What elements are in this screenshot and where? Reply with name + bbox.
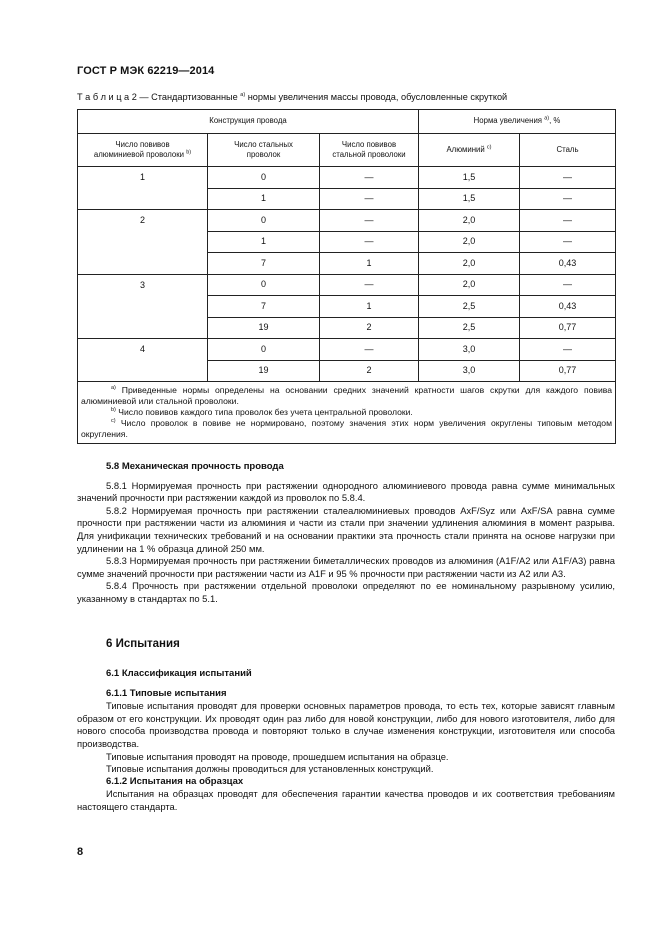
section-5-8 — [77, 461, 615, 606]
header-steel-layers-l1: Число повивов — [341, 139, 397, 149]
cell-steel-wires: 7 — [208, 253, 320, 275]
cell-steel-layers: 2 — [320, 317, 419, 339]
table-row — [78, 317, 616, 339]
table-row — [78, 274, 616, 296]
cell-steel-layers: 2 — [320, 360, 419, 382]
cell-al-layers — [78, 317, 208, 339]
cell-al-layers — [78, 360, 208, 382]
footnote-b-text: Число повивов каждого типа проволок без учета центральной проволоки. — [115, 407, 413, 417]
header-steel-wires-l2: проволок — [246, 150, 281, 159]
footnote-c-text: Число проволок в повиве не нормировано, поэтому значения этих норм увеличения округлены типовым методом округления. — [81, 418, 612, 439]
cell-al-layers: 3 — [78, 274, 208, 296]
cell-steel-layers: — — [320, 274, 419, 296]
cell-steel-wires: 0 — [208, 210, 320, 232]
para-5-8-1: 5.8.1 Нормируемая прочность при растяжении однородного алюминиевого провода равна сумме минимальных значений прочности при растяжении каждой из проволок по 5.8.4. — [77, 479, 615, 504]
cell-al-layers — [78, 231, 208, 253]
cell-aluminium: 1,5 — [419, 167, 520, 189]
para-6-1-1-c: Типовые испытания должны проводиться для установленных конструкций. — [106, 763, 434, 775]
header-steel: Сталь — [520, 134, 616, 167]
para-6-1-1-a: Типовые испытания проводят для проверки основных параметров провода, то есть тех, которые зависят главным образом от его конструкции. Их проводят один раз либо для новой конструкции, либо для нового изготовителя, либо для нового способа производства провода и повторяют только в случае изменения конструкции, изготовителя или способа производства. — [77, 700, 615, 749]
cell-steel: 0,77 — [520, 317, 616, 339]
cell-steel: — — [520, 188, 616, 210]
cell-steel-wires: 7 — [208, 296, 320, 318]
table-row — [78, 253, 616, 275]
cell-steel: 0,77 — [520, 360, 616, 382]
cell-steel-wires: 0 — [208, 167, 320, 189]
table-row — [78, 188, 616, 210]
cell-steel-layers: — — [320, 231, 419, 253]
cell-aluminium: 2,5 — [419, 317, 520, 339]
cell-steel-layers: 1 — [320, 253, 419, 275]
heading-6-1-1: 6.1.1 Типовые испытания — [106, 687, 227, 699]
para-6-1-2-a: Испытания на образцах проводят для обеспечения гарантии качества проводов и их соответствия требованиям настоящего стандарта. — [77, 788, 615, 812]
para-5-8-4: 5.8.4 Прочность при растяжении отдельной проволоки определяют по ее номинальному разрывному усилию, указанному в стандартах по 5.1. — [77, 580, 615, 604]
heading-6: 6 Испытания — [106, 638, 180, 650]
footnote-a-text: Приведенные нормы определены на основании средних значений кратности шагов скрутки для каждого повива алюминиевой или стальной проволоки. — [81, 385, 612, 406]
para-5-8-3: 5.8.3 Нормируемая прочность при растяжении биметаллических проводов из алюминия (A1F/A2 или A1F/A3) равна сумме значений прочности при растяжении части из A1F и 95 % прочности при растяжении части из A2 или A3. — [77, 555, 615, 579]
footnote-a — [81, 385, 612, 407]
footnote-b — [81, 407, 612, 418]
table-row — [78, 167, 616, 189]
header-construction: Конструкция провода — [78, 110, 419, 134]
cell-steel-layers: 1 — [320, 296, 419, 318]
cell-aluminium: 1,5 — [419, 188, 520, 210]
heading-5-8: 5.8 Механическая прочность провода — [106, 461, 284, 472]
cell-steel: — — [520, 210, 616, 232]
header-al-layers-l1: Число повивов — [115, 139, 170, 149]
cell-steel: 0,43 — [520, 296, 616, 318]
header-aluminium-mark: c) — [486, 144, 492, 151]
cell-steel-wires: 1 — [208, 231, 320, 253]
cell-aluminium: 2,0 — [419, 253, 520, 275]
header-aluminium-label: Алюминий — [446, 144, 487, 154]
footnote-b-mark: b) — [111, 407, 116, 414]
cell-al-layers: 1 — [78, 167, 208, 189]
cell-steel-wires: 1 — [208, 188, 320, 210]
cell-steel-wires: 0 — [208, 339, 320, 361]
cell-al-layers: 2 — [78, 210, 208, 232]
header-steel-layers-l2: стальной проволоки — [332, 150, 406, 159]
footnote-a-mark: а) — [111, 385, 116, 392]
cell-steel-layers: — — [320, 210, 419, 232]
cell-steel: — — [520, 167, 616, 189]
table-footnotes — [78, 382, 616, 444]
cell-aluminium: 2,5 — [419, 296, 520, 318]
caption-footnote-mark: а) — [240, 91, 246, 98]
cell-steel: — — [520, 274, 616, 296]
cell-aluminium: 3,0 — [419, 360, 520, 382]
cell-al-layers — [78, 188, 208, 210]
section-6-1 — [77, 668, 615, 814]
cell-al-layers — [78, 296, 208, 318]
cell-steel: — — [520, 231, 616, 253]
footnote-c-mark: c) — [111, 418, 116, 425]
cell-steel-layers: — — [320, 167, 419, 189]
header-al-layers-l2: алюминиевой проволоки — [93, 150, 187, 159]
table-row — [78, 339, 616, 361]
cell-steel-layers: — — [320, 188, 419, 210]
header-norm-unit: , % — [549, 116, 561, 126]
header-steel-layers — [320, 134, 419, 167]
header-steel-wires — [208, 134, 320, 167]
caption-prefix: Т а б л и ц а 2 — Стандартизованные — [77, 92, 241, 102]
para-6-1-1-b: Типовые испытания проводят на проводе, прошедшем испытания на образце. — [106, 750, 449, 762]
footnotes-row — [78, 382, 616, 444]
table-row — [78, 231, 616, 253]
cell-steel: 0,43 — [520, 253, 616, 275]
cell-al-layers: 4 — [78, 339, 208, 361]
cell-steel-wires: 0 — [208, 274, 320, 296]
header-al-layers-mark: b) — [186, 149, 192, 156]
cell-steel-wires: 19 — [208, 317, 320, 339]
norms-table — [77, 109, 616, 444]
cell-steel-wires: 19 — [208, 360, 320, 382]
cell-steel-layers: — — [320, 339, 419, 361]
header-norm-label: Норма увеличения — [473, 116, 545, 126]
document-header: ГОСТ Р МЭК 62219—2014 — [77, 65, 215, 77]
header-aluminium — [419, 134, 520, 167]
table-caption — [77, 92, 507, 102]
table-row — [78, 296, 616, 318]
cell-al-layers — [78, 253, 208, 275]
table-row — [78, 360, 616, 382]
cell-aluminium: 2,0 — [419, 210, 520, 232]
footnote-c — [81, 418, 612, 440]
para-5-8-2: 5.8.2 Нормируемая прочность при растяжении сталеалюминиевых проводов AxF/Syz или AxF/SA равна сумме прочности при растяжении части из алюминия и части из стали при значении удлинения алюминия в момент разрыва. Для унификации технических требований и на основании практики эта прочность стали принята на основе нагрузки при удлинении на 1 % образца длиной 250 мм. — [77, 504, 615, 554]
heading-6-1-2: 6.1.2 Испытания на образцах — [106, 775, 244, 787]
page-number: 8 — [77, 846, 84, 858]
heading-6-1: 6.1 Классификация испытаний — [106, 668, 252, 679]
header-norm-mark: а) — [544, 115, 550, 122]
table-row — [78, 210, 616, 232]
cell-aluminium: 2,0 — [419, 231, 520, 253]
cell-steel: — — [520, 339, 616, 361]
header-norm — [419, 110, 616, 134]
caption-suffix: нормы увеличения массы провода, обусловленные скруткой — [245, 92, 508, 102]
cell-aluminium: 2,0 — [419, 274, 520, 296]
cell-aluminium: 3,0 — [419, 339, 520, 361]
header-al-layers — [78, 134, 208, 167]
header-steel-wires-l1: Число стальных — [234, 139, 293, 149]
